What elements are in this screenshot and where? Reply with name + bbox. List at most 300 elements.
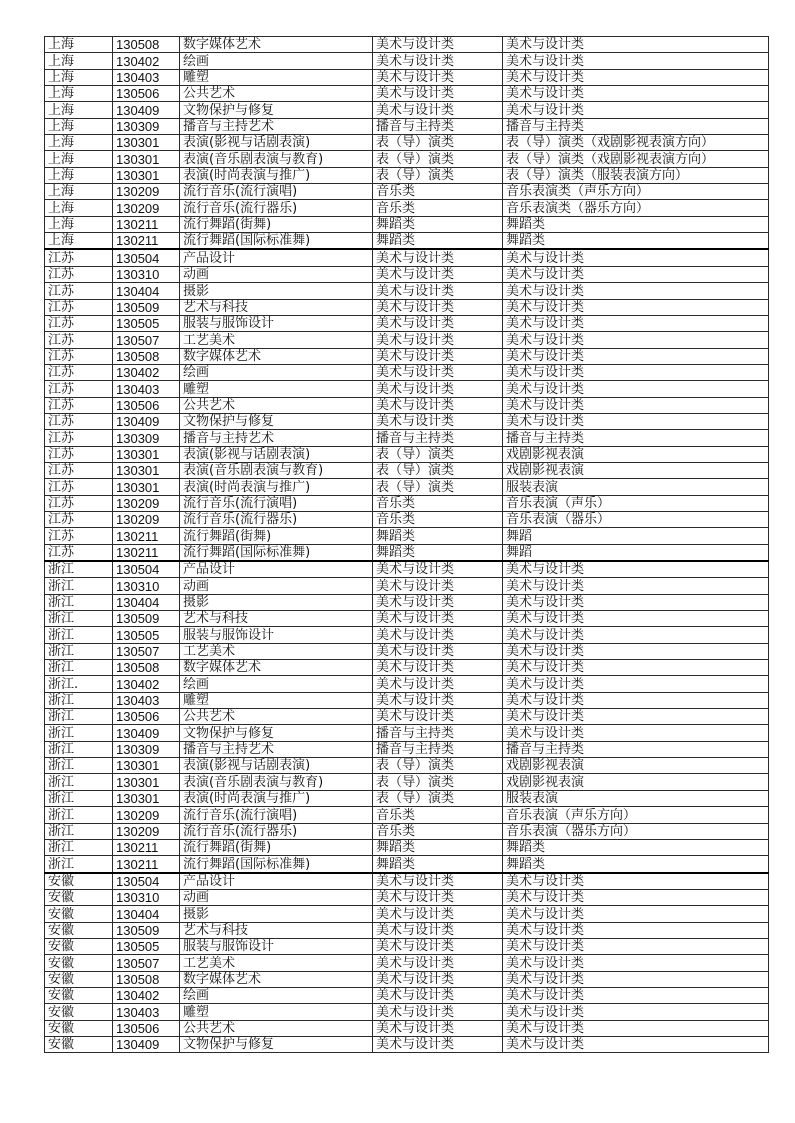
table-row bbox=[45, 528, 769, 544]
major-code-cell: 130504 bbox=[113, 249, 180, 266]
exam-category-cell: 美术与设计类 bbox=[373, 906, 503, 922]
major-code-cell: 130310 bbox=[113, 578, 180, 594]
major-name-cell: 服装与服饰设计 bbox=[180, 315, 373, 331]
major-name-cell: 流行音乐(流行演唱) bbox=[180, 184, 373, 200]
province-cell: 江苏 bbox=[45, 364, 113, 380]
sub-category-cell: 美术与设计类 bbox=[503, 315, 769, 331]
sub-category-cell: 美术与设计类 bbox=[503, 381, 769, 397]
table-row bbox=[45, 987, 769, 1003]
table-row bbox=[45, 594, 769, 610]
province-cell: 上海 bbox=[45, 69, 113, 85]
table-row bbox=[45, 249, 769, 266]
province-cell: 浙江 bbox=[45, 643, 113, 659]
major-name-cell: 绘画 bbox=[180, 364, 373, 380]
province-cell: 安徽 bbox=[45, 873, 113, 890]
sub-category-cell: 美术与设计类 bbox=[503, 1036, 769, 1052]
exam-category-cell: 表（导）演类 bbox=[373, 446, 503, 462]
table-row bbox=[45, 741, 769, 757]
province-cell: 浙江 bbox=[45, 725, 113, 741]
major-name-cell: 雕塑 bbox=[180, 381, 373, 397]
table-body bbox=[45, 37, 769, 1053]
table-row bbox=[45, 627, 769, 643]
major-code-cell: 130404 bbox=[113, 283, 180, 299]
province-cell: 浙江 bbox=[45, 741, 113, 757]
exam-category-cell: 美术与设计类 bbox=[373, 709, 503, 725]
province-cell: 江苏 bbox=[45, 283, 113, 299]
major-code-cell: 130301 bbox=[113, 758, 180, 774]
exam-category-cell: 播音与主持类 bbox=[373, 430, 503, 446]
major-code-cell: 130506 bbox=[113, 397, 180, 413]
province-cell: 安徽 bbox=[45, 1036, 113, 1052]
major-code-cell: 130209 bbox=[113, 807, 180, 823]
sub-category-cell: 美术与设计类 bbox=[503, 266, 769, 282]
exam-category-cell: 美术与设计类 bbox=[373, 611, 503, 627]
sub-category-cell: 音乐表演（声乐） bbox=[503, 495, 769, 511]
table-row bbox=[45, 676, 769, 692]
exam-category-cell: 表（导）演类 bbox=[373, 462, 503, 478]
sub-category-cell: 音乐表演（器乐方向） bbox=[503, 823, 769, 839]
sub-category-cell: 美术与设计类 bbox=[503, 627, 769, 643]
sub-category-cell: 舞蹈类 bbox=[503, 233, 769, 250]
sub-category-cell: 美术与设计类 bbox=[503, 725, 769, 741]
major-name-cell: 表演(时尚表演与推广) bbox=[180, 790, 373, 806]
major-code-cell: 130409 bbox=[113, 725, 180, 741]
major-name-cell: 文物保护与修复 bbox=[180, 413, 373, 429]
province-cell: 安徽 bbox=[45, 922, 113, 938]
sub-category-cell: 戏剧影视表演 bbox=[503, 462, 769, 478]
table-row bbox=[45, 381, 769, 397]
sub-category-cell: 播音与主持类 bbox=[503, 430, 769, 446]
province-cell: 上海 bbox=[45, 53, 113, 69]
major-name-cell: 动画 bbox=[180, 578, 373, 594]
major-name-cell: 流行舞蹈(街舞) bbox=[180, 839, 373, 855]
sub-category-cell: 戏剧影视表演 bbox=[503, 758, 769, 774]
major-name-cell: 艺术与科技 bbox=[180, 922, 373, 938]
major-code-cell: 130209 bbox=[113, 184, 180, 200]
major-code-cell: 130301 bbox=[113, 151, 180, 167]
sub-category-cell: 美术与设计类 bbox=[503, 660, 769, 676]
table-row bbox=[45, 692, 769, 708]
major-name-cell: 摄影 bbox=[180, 906, 373, 922]
major-code-cell: 130509 bbox=[113, 922, 180, 938]
province-cell: 浙江 bbox=[45, 807, 113, 823]
major-code-cell: 130403 bbox=[113, 381, 180, 397]
sub-category-cell: 服装表演 bbox=[503, 479, 769, 495]
major-code-cell: 130409 bbox=[113, 1036, 180, 1052]
major-name-cell: 表演(音乐剧表演与教育) bbox=[180, 462, 373, 478]
exam-category-cell: 美术与设计类 bbox=[373, 266, 503, 282]
province-cell: 江苏 bbox=[45, 299, 113, 315]
sub-category-cell: 表（导）演类（服装表演方向） bbox=[503, 167, 769, 183]
table-row bbox=[45, 511, 769, 527]
sub-category-cell: 美术与设计类 bbox=[503, 676, 769, 692]
province-cell: 江苏 bbox=[45, 528, 113, 544]
sub-category-cell: 音乐表演（器乐） bbox=[503, 511, 769, 527]
sub-category-cell: 美术与设计类 bbox=[503, 561, 769, 578]
province-cell: 浙江 bbox=[45, 856, 113, 873]
major-code-cell: 130402 bbox=[113, 987, 180, 1003]
major-code-cell: 130409 bbox=[113, 102, 180, 118]
major-code-cell: 130402 bbox=[113, 53, 180, 69]
table-row bbox=[45, 1036, 769, 1052]
major-name-cell: 产品设计 bbox=[180, 249, 373, 266]
exam-category-cell: 美术与设计类 bbox=[373, 348, 503, 364]
exam-category-cell: 表（导）演类 bbox=[373, 167, 503, 183]
exam-category-cell: 美术与设计类 bbox=[373, 249, 503, 266]
province-cell: 安徽 bbox=[45, 971, 113, 987]
sub-category-cell: 美术与设计类 bbox=[503, 987, 769, 1003]
major-code-cell: 130301 bbox=[113, 462, 180, 478]
table-row bbox=[45, 578, 769, 594]
major-name-cell: 播音与主持艺术 bbox=[180, 430, 373, 446]
exam-category-cell: 美术与设计类 bbox=[373, 397, 503, 413]
province-cell: 江苏 bbox=[45, 348, 113, 364]
table-row bbox=[45, 971, 769, 987]
table-row bbox=[45, 430, 769, 446]
major-name-cell: 表演(时尚表演与推广) bbox=[180, 479, 373, 495]
major-code-cell: 130504 bbox=[113, 561, 180, 578]
province-cell: 江苏 bbox=[45, 381, 113, 397]
province-cell: 江苏 bbox=[45, 479, 113, 495]
major-name-cell: 摄影 bbox=[180, 283, 373, 299]
province-cell: 上海 bbox=[45, 37, 113, 53]
major-name-cell: 服装与服饰设计 bbox=[180, 938, 373, 954]
sub-category-cell: 美术与设计类 bbox=[503, 938, 769, 954]
major-code-cell: 130509 bbox=[113, 611, 180, 627]
sub-category-cell: 美术与设计类 bbox=[503, 69, 769, 85]
table-row bbox=[45, 53, 769, 69]
table-row bbox=[45, 1020, 769, 1036]
exam-category-cell: 音乐类 bbox=[373, 200, 503, 216]
province-cell: 江苏 bbox=[45, 249, 113, 266]
major-name-cell: 艺术与科技 bbox=[180, 611, 373, 627]
province-cell: 浙江 bbox=[45, 839, 113, 855]
sub-category-cell: 戏剧影视表演 bbox=[503, 774, 769, 790]
province-cell: 江苏 bbox=[45, 544, 113, 561]
table-row bbox=[45, 807, 769, 823]
table-row bbox=[45, 856, 769, 873]
major-name-cell: 产品设计 bbox=[180, 561, 373, 578]
exam-category-cell: 美术与设计类 bbox=[373, 102, 503, 118]
major-code-cell: 130403 bbox=[113, 692, 180, 708]
table-row bbox=[45, 69, 769, 85]
major-name-cell: 绘画 bbox=[180, 987, 373, 1003]
table-row bbox=[45, 184, 769, 200]
major-code-cell: 130506 bbox=[113, 709, 180, 725]
province-cell: 浙江 bbox=[45, 692, 113, 708]
province-cell: 浙江 bbox=[45, 627, 113, 643]
sub-category-cell: 服装表演 bbox=[503, 790, 769, 806]
major-code-cell: 130409 bbox=[113, 413, 180, 429]
sub-category-cell: 美术与设计类 bbox=[503, 709, 769, 725]
sub-category-cell: 美术与设计类 bbox=[503, 102, 769, 118]
major-code-cell: 130506 bbox=[113, 86, 180, 102]
province-cell: 上海 bbox=[45, 200, 113, 216]
exam-category-cell: 美术与设计类 bbox=[373, 1020, 503, 1036]
major-code-cell: 130504 bbox=[113, 873, 180, 890]
province-cell: 上海 bbox=[45, 233, 113, 250]
exam-category-cell: 舞蹈类 bbox=[373, 233, 503, 250]
province-cell: 江苏 bbox=[45, 446, 113, 462]
major-name-cell: 文物保护与修复 bbox=[180, 1036, 373, 1052]
sub-category-cell: 美术与设计类 bbox=[503, 1020, 769, 1036]
major-code-cell: 130211 bbox=[113, 216, 180, 232]
major-name-cell: 雕塑 bbox=[180, 69, 373, 85]
major-code-cell: 130310 bbox=[113, 889, 180, 905]
table-row bbox=[45, 200, 769, 216]
major-name-cell: 表演(影视与话剧表演) bbox=[180, 446, 373, 462]
sub-category-cell: 美术与设计类 bbox=[503, 283, 769, 299]
major-name-cell: 播音与主持艺术 bbox=[180, 118, 373, 134]
province-cell: 安徽 bbox=[45, 1020, 113, 1036]
major-name-cell: 工艺美术 bbox=[180, 332, 373, 348]
table-row bbox=[45, 299, 769, 315]
sub-category-cell: 美术与设计类 bbox=[503, 397, 769, 413]
exam-category-cell: 美术与设计类 bbox=[373, 86, 503, 102]
sub-category-cell: 美术与设计类 bbox=[503, 922, 769, 938]
sub-category-cell: 美术与设计类 bbox=[503, 348, 769, 364]
exam-category-cell: 美术与设计类 bbox=[373, 69, 503, 85]
exam-category-cell: 音乐类 bbox=[373, 823, 503, 839]
major-name-cell: 播音与主持艺术 bbox=[180, 741, 373, 757]
province-cell: 江苏 bbox=[45, 315, 113, 331]
exam-category-cell: 美术与设计类 bbox=[373, 922, 503, 938]
table-row bbox=[45, 413, 769, 429]
province-cell: 江苏 bbox=[45, 397, 113, 413]
major-code-cell: 130301 bbox=[113, 167, 180, 183]
major-code-cell: 130211 bbox=[113, 856, 180, 873]
major-name-cell: 雕塑 bbox=[180, 1004, 373, 1020]
province-cell: 浙江 bbox=[45, 709, 113, 725]
province-cell: 安徽 bbox=[45, 938, 113, 954]
major-code-cell: 130211 bbox=[113, 544, 180, 561]
province-cell: 安徽 bbox=[45, 889, 113, 905]
major-code-cell: 130404 bbox=[113, 906, 180, 922]
exam-category-cell: 音乐类 bbox=[373, 807, 503, 823]
sub-category-cell: 舞蹈类 bbox=[503, 216, 769, 232]
province-cell: 江苏 bbox=[45, 511, 113, 527]
exam-category-cell: 表（导）演类 bbox=[373, 790, 503, 806]
major-name-cell: 流行舞蹈(国际标准舞) bbox=[180, 233, 373, 250]
major-code-cell: 130505 bbox=[113, 938, 180, 954]
exam-category-cell: 美术与设计类 bbox=[373, 37, 503, 53]
major-name-cell: 公共艺术 bbox=[180, 397, 373, 413]
province-cell: 上海 bbox=[45, 135, 113, 151]
major-code-cell: 130507 bbox=[113, 955, 180, 971]
major-code-cell: 130505 bbox=[113, 627, 180, 643]
exam-category-cell: 美术与设计类 bbox=[373, 1004, 503, 1020]
major-code-cell: 130209 bbox=[113, 511, 180, 527]
major-name-cell: 流行音乐(流行演唱) bbox=[180, 807, 373, 823]
table-row bbox=[45, 167, 769, 183]
major-code-cell: 130301 bbox=[113, 790, 180, 806]
exam-category-cell: 美术与设计类 bbox=[373, 1036, 503, 1052]
sub-category-cell: 美术与设计类 bbox=[503, 37, 769, 53]
major-code-cell: 130301 bbox=[113, 446, 180, 462]
major-code-cell: 130403 bbox=[113, 1004, 180, 1020]
exam-category-cell: 播音与主持类 bbox=[373, 725, 503, 741]
table-row bbox=[45, 643, 769, 659]
major-name-cell: 数字媒体艺术 bbox=[180, 37, 373, 53]
province-cell: 江苏 bbox=[45, 266, 113, 282]
major-code-cell: 130508 bbox=[113, 660, 180, 676]
exam-category-cell: 美术与设计类 bbox=[373, 955, 503, 971]
sub-category-cell: 美术与设计类 bbox=[503, 692, 769, 708]
major-name-cell: 工艺美术 bbox=[180, 955, 373, 971]
exam-category-cell: 舞蹈类 bbox=[373, 839, 503, 855]
major-code-cell: 130508 bbox=[113, 348, 180, 364]
table-row bbox=[45, 758, 769, 774]
table-row bbox=[45, 823, 769, 839]
province-cell: 安徽 bbox=[45, 987, 113, 1003]
exam-category-cell: 音乐类 bbox=[373, 495, 503, 511]
major-name-cell: 流行音乐(流行器乐) bbox=[180, 200, 373, 216]
major-code-cell: 130309 bbox=[113, 741, 180, 757]
exam-category-cell: 美术与设计类 bbox=[373, 561, 503, 578]
exam-category-cell: 美术与设计类 bbox=[373, 594, 503, 610]
exam-category-cell: 美术与设计类 bbox=[373, 938, 503, 954]
major-code-cell: 130211 bbox=[113, 839, 180, 855]
exam-category-cell: 美术与设计类 bbox=[373, 873, 503, 890]
sub-category-cell: 舞蹈 bbox=[503, 528, 769, 544]
exam-category-cell: 美术与设计类 bbox=[373, 987, 503, 1003]
exam-category-cell: 舞蹈类 bbox=[373, 544, 503, 561]
major-code-cell: 130506 bbox=[113, 1020, 180, 1036]
sub-category-cell: 播音与主持类 bbox=[503, 118, 769, 134]
sub-category-cell: 美术与设计类 bbox=[503, 332, 769, 348]
province-cell: 江苏 bbox=[45, 462, 113, 478]
exam-category-cell: 美术与设计类 bbox=[373, 299, 503, 315]
major-code-cell: 130209 bbox=[113, 200, 180, 216]
table-row bbox=[45, 544, 769, 561]
province-cell: 浙江 bbox=[45, 561, 113, 578]
exam-category-cell: 美术与设计类 bbox=[373, 971, 503, 987]
sub-category-cell: 舞蹈 bbox=[503, 544, 769, 561]
sub-category-cell: 表（导）演类（戏剧影视表演方向） bbox=[503, 135, 769, 151]
table-row bbox=[45, 86, 769, 102]
exam-category-cell: 表（导）演类 bbox=[373, 135, 503, 151]
table-row bbox=[45, 922, 769, 938]
table-row bbox=[45, 889, 769, 905]
exam-category-cell: 美术与设计类 bbox=[373, 692, 503, 708]
sub-category-cell: 美术与设计类 bbox=[503, 53, 769, 69]
sub-category-cell: 美术与设计类 bbox=[503, 906, 769, 922]
province-cell: 浙江. bbox=[45, 676, 113, 692]
exam-category-cell: 美术与设计类 bbox=[373, 283, 503, 299]
province-cell: 浙江 bbox=[45, 594, 113, 610]
major-code-cell: 130301 bbox=[113, 774, 180, 790]
major-code-cell: 130301 bbox=[113, 479, 180, 495]
major-code-cell: 130508 bbox=[113, 37, 180, 53]
province-cell: 江苏 bbox=[45, 332, 113, 348]
table-row bbox=[45, 660, 769, 676]
major-code-cell: 130209 bbox=[113, 495, 180, 511]
major-name-cell: 数字媒体艺术 bbox=[180, 660, 373, 676]
major-code-cell: 130209 bbox=[113, 823, 180, 839]
major-code-cell: 130211 bbox=[113, 233, 180, 250]
table-row bbox=[45, 709, 769, 725]
table-row bbox=[45, 938, 769, 954]
table-row bbox=[45, 479, 769, 495]
major-name-cell: 公共艺术 bbox=[180, 709, 373, 725]
table-row bbox=[45, 364, 769, 380]
major-name-cell: 流行舞蹈(街舞) bbox=[180, 216, 373, 232]
major-name-cell: 流行音乐(流行器乐) bbox=[180, 511, 373, 527]
province-cell: 上海 bbox=[45, 216, 113, 232]
province-cell: 安徽 bbox=[45, 955, 113, 971]
exam-category-cell: 美术与设计类 bbox=[373, 364, 503, 380]
exam-category-cell: 表（导）演类 bbox=[373, 758, 503, 774]
province-cell: 上海 bbox=[45, 118, 113, 134]
table-row bbox=[45, 906, 769, 922]
table-row bbox=[45, 151, 769, 167]
major-category-table bbox=[44, 36, 769, 1053]
province-cell: 上海 bbox=[45, 184, 113, 200]
exam-category-cell: 美术与设计类 bbox=[373, 676, 503, 692]
province-cell: 浙江 bbox=[45, 611, 113, 627]
major-name-cell: 艺术与科技 bbox=[180, 299, 373, 315]
major-name-cell: 流行音乐(流行演唱) bbox=[180, 495, 373, 511]
exam-category-cell: 美术与设计类 bbox=[373, 660, 503, 676]
exam-category-cell: 播音与主持类 bbox=[373, 741, 503, 757]
table-row bbox=[45, 839, 769, 855]
major-code-cell: 130505 bbox=[113, 315, 180, 331]
major-name-cell: 雕塑 bbox=[180, 692, 373, 708]
major-name-cell: 表演(音乐剧表演与教育) bbox=[180, 151, 373, 167]
table-row bbox=[45, 315, 769, 331]
exam-category-cell: 表（导）演类 bbox=[373, 479, 503, 495]
province-cell: 浙江 bbox=[45, 790, 113, 806]
exam-category-cell: 美术与设计类 bbox=[373, 643, 503, 659]
exam-category-cell: 美术与设计类 bbox=[373, 413, 503, 429]
table-row bbox=[45, 873, 769, 890]
sub-category-cell: 舞蹈类 bbox=[503, 839, 769, 855]
major-name-cell: 表演(音乐剧表演与教育) bbox=[180, 774, 373, 790]
major-code-cell: 130309 bbox=[113, 430, 180, 446]
sub-category-cell: 戏剧影视表演 bbox=[503, 446, 769, 462]
table-row bbox=[45, 462, 769, 478]
province-cell: 安徽 bbox=[45, 906, 113, 922]
major-name-cell: 流行舞蹈(街舞) bbox=[180, 528, 373, 544]
province-cell: 江苏 bbox=[45, 495, 113, 511]
province-cell: 江苏 bbox=[45, 413, 113, 429]
sub-category-cell: 美术与设计类 bbox=[503, 971, 769, 987]
table-row bbox=[45, 348, 769, 364]
sub-category-cell: 音乐表演类（声乐方向） bbox=[503, 184, 769, 200]
table-row bbox=[45, 397, 769, 413]
major-name-cell: 表演(影视与话剧表演) bbox=[180, 758, 373, 774]
major-name-cell: 动画 bbox=[180, 889, 373, 905]
major-name-cell: 绘画 bbox=[180, 53, 373, 69]
table-row bbox=[45, 955, 769, 971]
table-row bbox=[45, 135, 769, 151]
table-row bbox=[45, 790, 769, 806]
table-row bbox=[45, 216, 769, 232]
major-name-cell: 流行音乐(流行器乐) bbox=[180, 823, 373, 839]
table-row bbox=[45, 446, 769, 462]
major-code-cell: 130508 bbox=[113, 971, 180, 987]
major-name-cell: 公共艺术 bbox=[180, 86, 373, 102]
major-code-cell: 130301 bbox=[113, 135, 180, 151]
table-row bbox=[45, 283, 769, 299]
exam-category-cell: 美术与设计类 bbox=[373, 627, 503, 643]
major-name-cell: 流行舞蹈(国际标准舞) bbox=[180, 856, 373, 873]
sub-category-cell: 美术与设计类 bbox=[503, 643, 769, 659]
sub-category-cell: 美术与设计类 bbox=[503, 1004, 769, 1020]
exam-category-cell: 美术与设计类 bbox=[373, 332, 503, 348]
exam-category-cell: 音乐类 bbox=[373, 511, 503, 527]
sub-category-cell: 美术与设计类 bbox=[503, 889, 769, 905]
